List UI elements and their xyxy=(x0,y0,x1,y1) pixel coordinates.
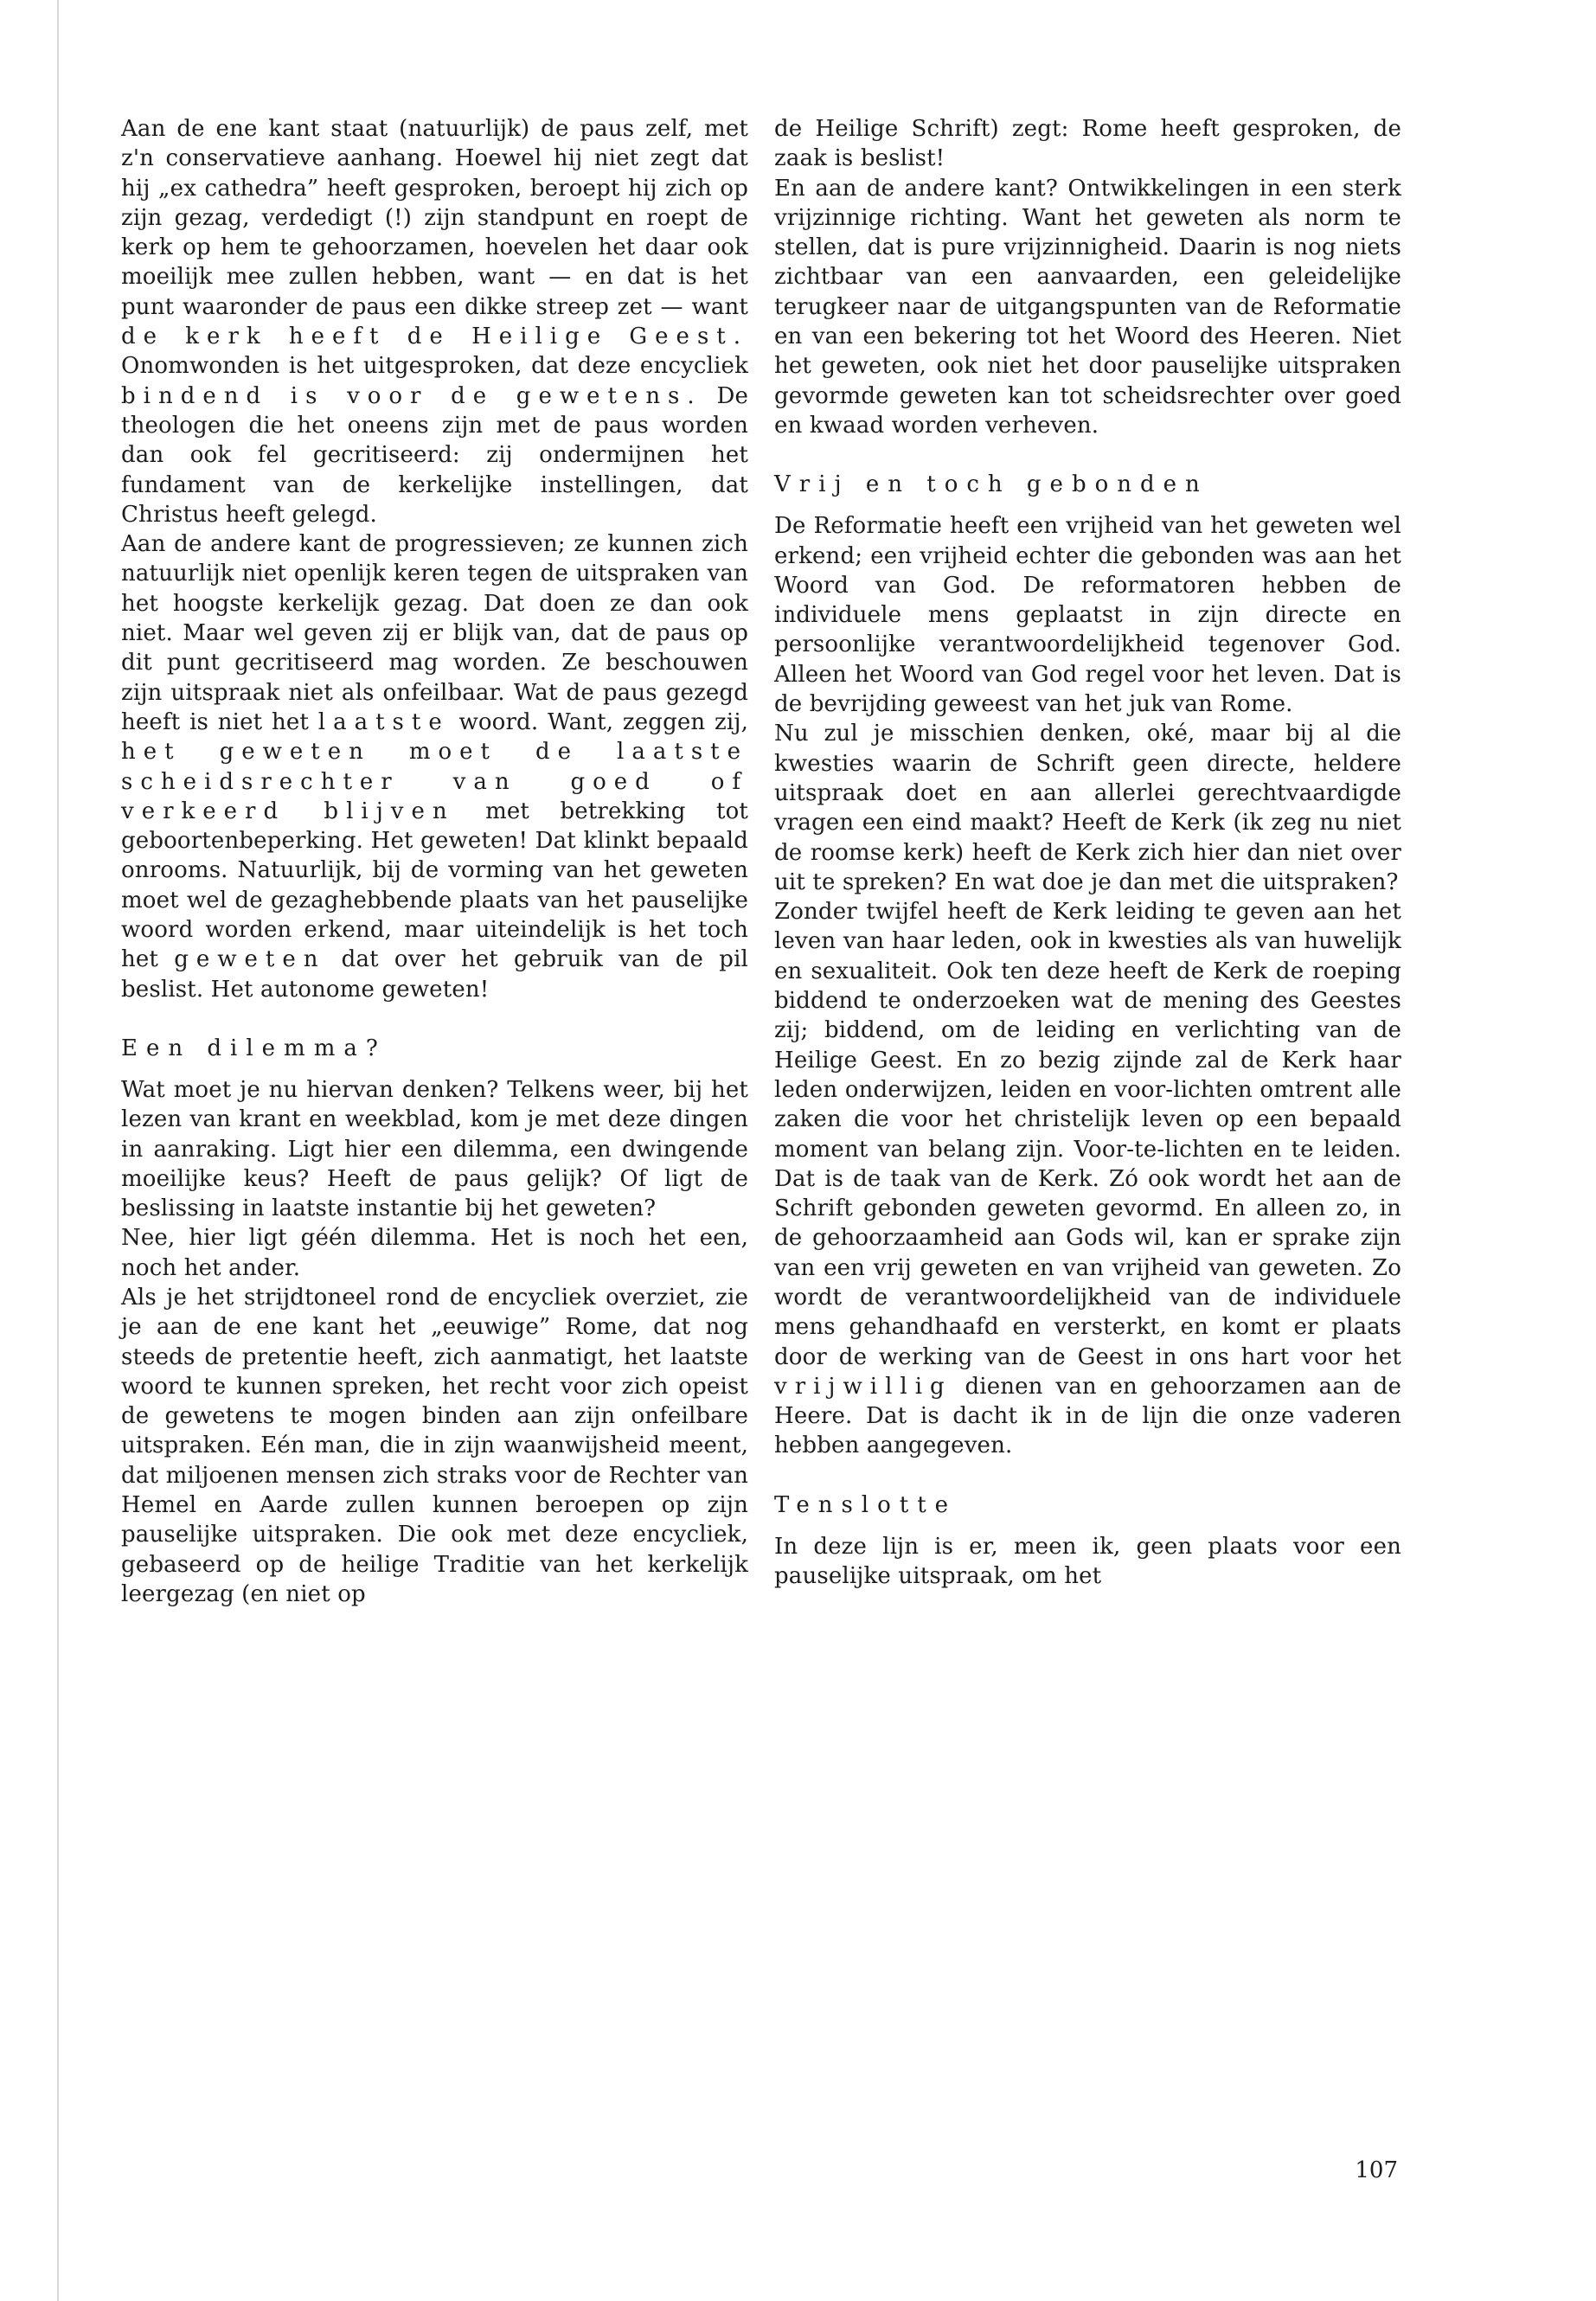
paragraph: de Heilige Schrift) zegt: Rome heeft gesproken, de zaak is beslist! xyxy=(774,116,1401,172)
text-run: woord. Want, zeggen zij, xyxy=(449,708,748,735)
emphasis-spaced: het geweten moet de laatste scheidsrechter van goed of verkeerd blijven xyxy=(121,739,748,824)
section-heading: Een dilemma? xyxy=(121,1035,387,1061)
paragraph: In deze lijn is er, meen ik, geen plaats voor een pauselijke uitspraak, om het xyxy=(774,1533,1401,1590)
text-run: De theologen die het oneens zijn met de paus worden dan ook fel gecritiseerd: zij ondermijnen het fundament van de kerkelijke instellingen, dat Christus heeft gelegd. xyxy=(121,382,748,528)
paragraph: De Reformatie heeft een vrijheid van het geweten wel erkend; een vrijheid echter die gebonden was aan het Woord van God. De reformatoren hebben de individuele mens geplaatst in zijn directe en persoonlijke verantwoordelijkheid tegenover God. Alleen het Woord van God regel voor het leven. Dat is de bevrijding geweest van het juk van Rome. xyxy=(774,513,1401,718)
paragraph: Als je het strijdtoneel rond de encycliek overziet, zie je aan de ene kant het „eeuwige” Rome, dat nog steeds de pretentie heeft, zich aanmatigt, het laatste woord te kunnen spreken, het recht voor zich opeist de gewetens te mogen binden aan zijn onfeilbare uitspraken. Eén man, die in zijn waanwijsheid meent, dat miljoenen mensen zich straks voor de Rechter van Hemel en Aarde zullen kunnen beroepen op zijn pauselijke uitspraken. Die ook met deze encycliek, gebaseerd op de heilige Traditie van het kerkelijk leergezag (en niet op xyxy=(121,1284,748,1607)
section-heading: Tenslotte xyxy=(774,1491,958,1518)
emphasis-spaced: geweten xyxy=(174,946,326,973)
text-run: Zonder twijfel heeft de Kerk leiding te geven aan het leven van haar leden, ook in kwesties als van huwelijk en sexualiteit. Ook ten deze heeft de Kerk de roeping biddend te onderzoeken wat de mening des Geestes zij; biddend, om de leiding en verlichting van de Heilige Geest. En zo bezig zijnde zal de Kerk haar leden onderwijzen, leiden en voor-lichten omtrent alle zaken die voor het christelijk leven op een bepaald moment van belang zijn. Voor-te-lichten en te leiden. Dat is de taak van de Kerk. Zó ook wordt het aan de Schrift gebonden geweten gevormd. En alleen zo, in de gehoorzaamheid aan Gods wil, kan er sprake zijn van een vrij geweten en van vrijheid van geweten. Zo wordt de verantwoordelijkheid van de individuele mens gehandhaafd en versterkt, en komt er plaats door de werking van de Geest in ons hart voor het xyxy=(774,899,1401,1370)
emphasis-spaced: bindend is voor de gewetens. xyxy=(121,382,702,409)
emphasis-spaced: laatste xyxy=(317,708,450,735)
emphasis-spaced: de kerk heeft de Heilige Geest. xyxy=(121,324,748,350)
text-run: dat over het gebruik van de pil beslist. Het autonome geweten! xyxy=(121,946,748,1003)
text-run: Aan de ene kant staat (natuurlijk) de paus zelf, met z'n conservatieve aanhang. Hoewel hij niet zegt dat hij „ex cathedra” heeft gesproken, beroept hij zich op zijn gezag, verdedigt (!) zijn standpunt en roept de kerk op hem te gehoorzamen, hoevelen het daar ook moeilijk mee zullen hebben, want — en dat is het punt waaronder de paus een dikke streep zet — want xyxy=(121,116,748,320)
page-number: 107 xyxy=(1355,2157,1398,2183)
paragraph: Nu zul je misschien denken, oké, maar bij al die kwesties waarin de Schrift geen directe, heldere uitspraak doet en aan allerlei gerechtvaardigde vragen een eind maakt? Heeft de Kerk (ik zeg nu niet de roomse kerk) heeft de Kerk zich hier dan niet over uit te spreken? En wat doe je dan met die uitspraken? xyxy=(774,721,1401,895)
paragraph: Nee, hier ligt géén dilemma. Het is noch het een, noch het ander. xyxy=(121,1225,748,1281)
text-run: dienen van en gehoorzamen aan de Heere. Dat is dacht ik in de lijn die onze vaderen hebben aangegeven. xyxy=(774,1373,1401,1459)
scan-edge-line xyxy=(57,0,59,2301)
paragraph xyxy=(121,529,748,1004)
emphasis-spaced: vrijwillig xyxy=(774,1373,952,1400)
text-run: Onomwonden is het uitgesproken, dat deze encycliek xyxy=(121,353,748,380)
section-heading: Vrij en toch gebonden xyxy=(774,471,1208,498)
text-run: Aan de andere kant de progressieven; ze kunnen zich natuurlijk niet openlijk keren tegen de uitspraken van het hoogste kerkelijk gezag. Dat doen ze dan ook niet. Maar wel geven zij er blijk van, dat de paus op dit punt gecritiseerd mag worden. Ze beschouwen zijn uitspraak niet als onfeilbaar. Wat de paus gezegd heeft is niet het xyxy=(121,531,748,735)
paragraph: En aan de andere kant? Ontwikkelingen in een sterk vrijzinnige richting. Want het geweten als norm te stellen, dat is pure vrijzinnigheid. Daarin is nog niets zichtbaar van een aanvaarden, een geleidelijke terugkeer naar de uitgangspunten van de Reformatie en van een bekering tot het Woord des Heeren. Niet het geweten, ook niet het door pauselijke uitspraken gevormde geweten kan tot scheidsrechter over goed en kwaad worden verheven. xyxy=(774,175,1401,439)
right-column xyxy=(774,114,1401,1591)
left-column xyxy=(121,114,748,1609)
paragraph: Wat moet je nu hiervan denken? Telkens weer, bij het lezen van krant en weekblad, kom je met deze dingen in aanraking. Ligt hier een dilemma, een dwingende moeilijke keus? Heeft de paus gelijk? Of ligt de beslissing in laatste instantie bij het geweten? xyxy=(121,1076,748,1222)
paragraph xyxy=(774,897,1401,1461)
text-run: met betrekking tot geboortenbeperking. Het geweten! Dat klinkt bepaald onrooms. Natuurlijk, bij de vorming van het geweten moet wel de gezaghebbende plaats van het pauselijke woord worden erkend, maar uiteindelijk is het toch het xyxy=(121,798,748,973)
paragraph xyxy=(121,114,748,529)
